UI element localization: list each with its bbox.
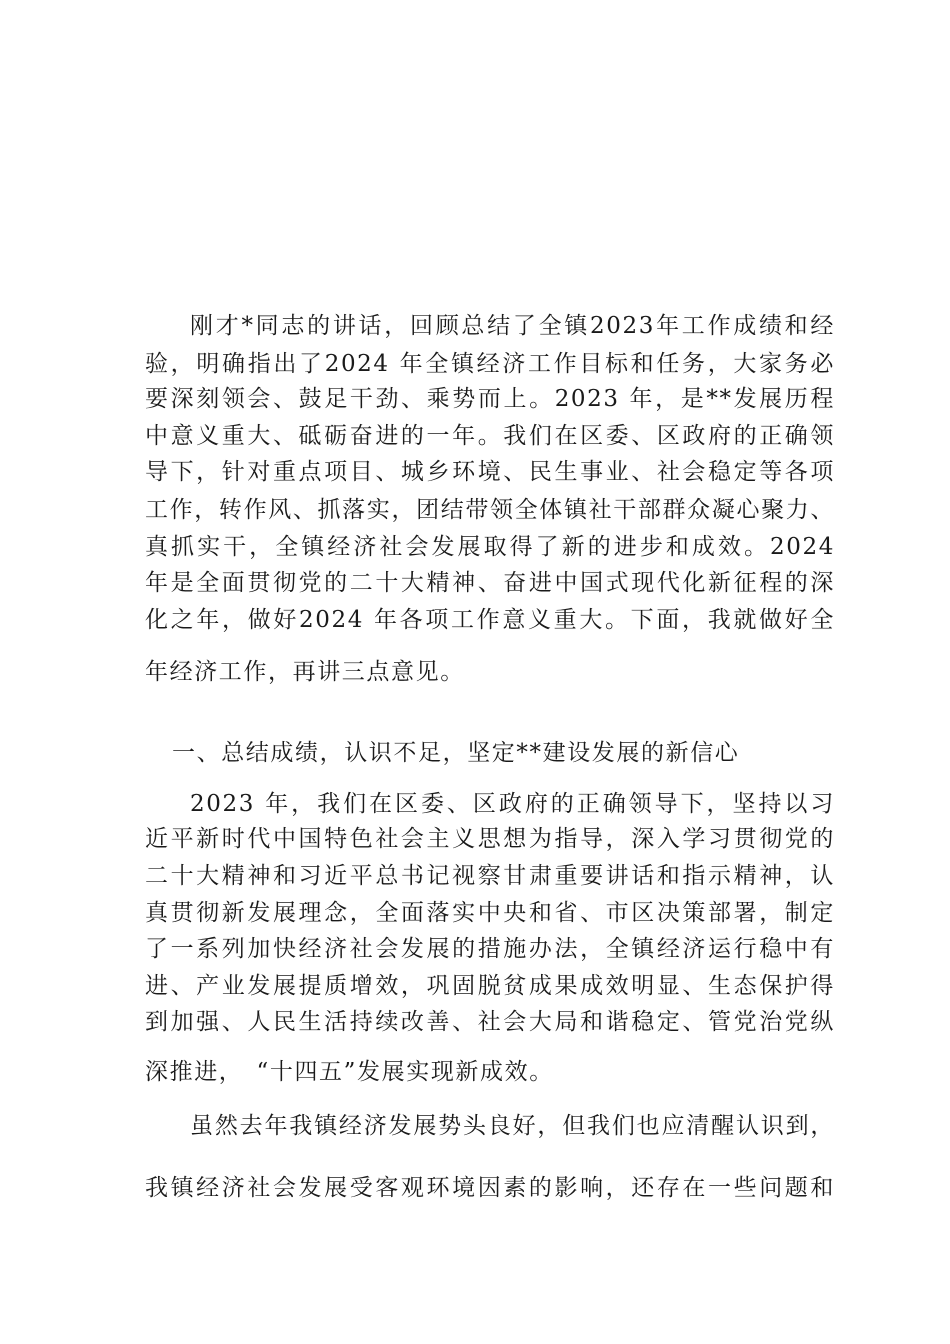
paragraph-1-line-1: 刚才*同志的讲话，回顾总结了全镇2023年工作成绩和经 bbox=[190, 313, 835, 339]
paragraph-3-line-2: 我镇经济社会发展受客观环境因素的影响，还存在一些问题和 bbox=[145, 1175, 835, 1201]
paragraph-1-line-6: 工作，转作风、抓落实，团结带领全体镇社干部群众凝心聚力、 bbox=[145, 497, 835, 523]
paragraph-2-line-3: 二十大精神和习近平总书记视察甘肃重要讲话和指示精神，认 bbox=[145, 863, 835, 889]
paragraph-2-line-5: 了一系列加快经济社会发展的措施办法，全镇经济运行稳中有 bbox=[145, 936, 835, 962]
paragraph-3-line-1: 虽然去年我镇经济发展势头良好，但我们也应清醒认识到， bbox=[190, 1113, 835, 1139]
paragraph-2-line-4: 真贯彻新发展理念，全面落实中央和省、市区决策部署，制定 bbox=[145, 900, 835, 926]
section-heading: 一、总结成绩，认识不足，坚定**建设发展的新信心 bbox=[172, 740, 740, 766]
paragraph-1-line-10: 年经济工作，再讲三点意见。 bbox=[145, 659, 465, 685]
paragraph-1-line-5: 导下，针对重点项目、城乡环境、民生事业、社会稳定等各项 bbox=[145, 459, 835, 485]
paragraph-2-line-1: 2023 年，我们在区委、区政府的正确领导下，坚持以习 bbox=[190, 791, 835, 817]
paragraph-1-line-3: 要深刻领会、鼓足干劲、乘势而上。2023 年，是**发展历程 bbox=[145, 386, 835, 412]
paragraph-2-line-6: 进、产业发展提质增效，巩固脱贫成果成效明显、生态保护得 bbox=[145, 973, 835, 999]
paragraph-1-line-9: 化之年，做好2024 年各项工作意义重大。下面，我就做好全 bbox=[145, 607, 835, 633]
paragraph-2-line-8: 深推进， “十四五”发展实现新成效。 bbox=[145, 1059, 554, 1085]
paragraph-1-line-7: 真抓实干，全镇经济社会发展取得了新的进步和成效。2024 bbox=[145, 534, 835, 560]
paragraph-1-line-8: 年是全面贯彻党的二十大精神、奋进中国式现代化新征程的深 bbox=[145, 570, 835, 596]
paragraph-2-line-2: 近平新时代中国特色社会主义思想为指导，深入学习贯彻党的 bbox=[145, 826, 835, 852]
paragraph-2-line-7: 到加强、人民生活持续改善、社会大局和谐稳定、管党治党纵 bbox=[145, 1009, 835, 1035]
paragraph-1-line-2: 验，明确指出了2024 年全镇经济工作目标和任务，大家务必 bbox=[145, 351, 835, 377]
paragraph-1-line-4: 中意义重大、砥砺奋进的一年。我们在区委、区政府的正确领 bbox=[145, 423, 835, 449]
